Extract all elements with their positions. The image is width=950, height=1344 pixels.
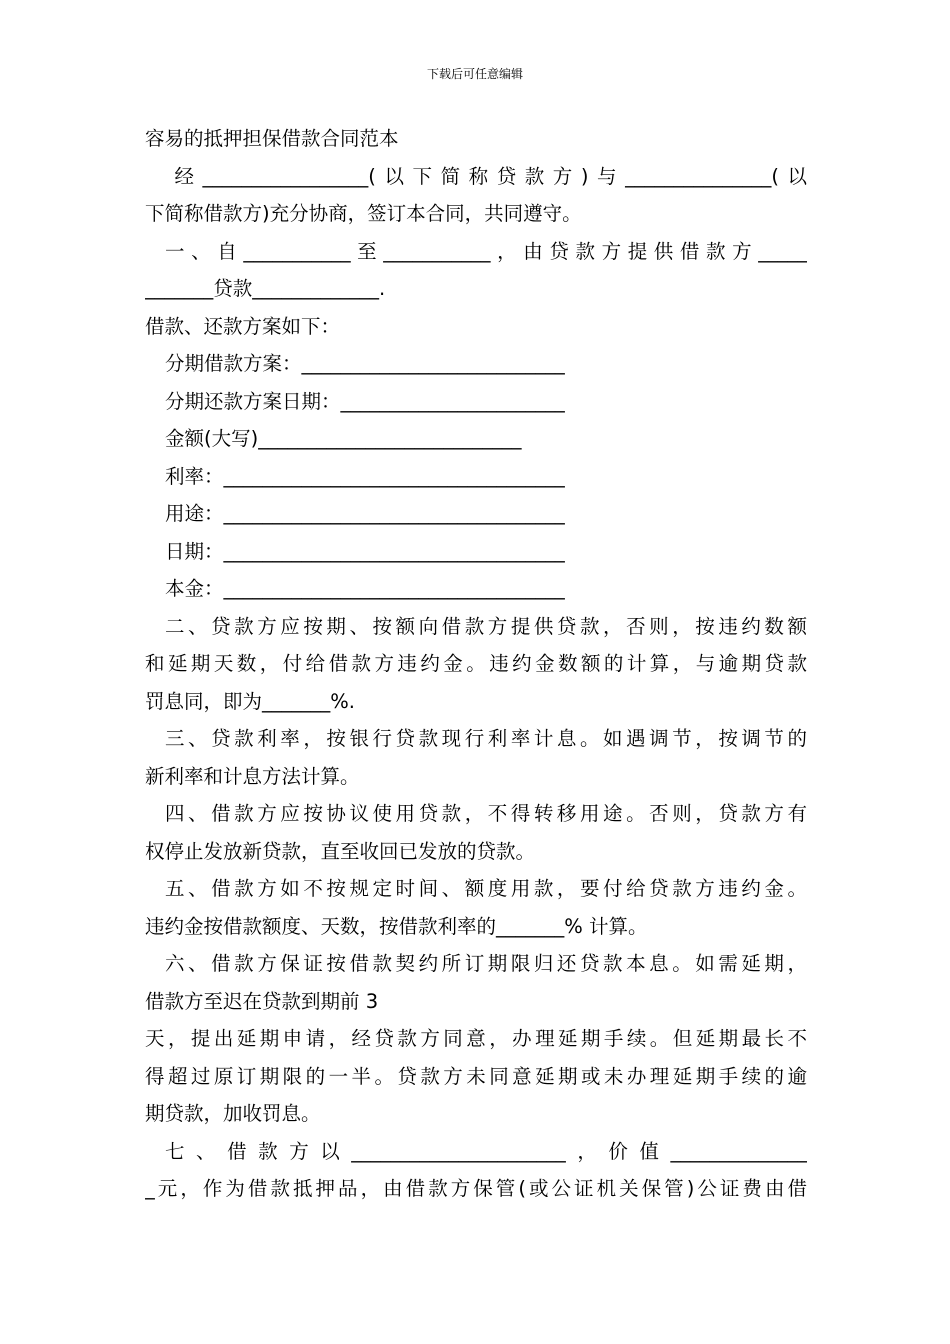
text-line: 和延期天数，付给借款方违约金。违约金数额的计算，与逾期贷款 [145,652,807,675]
text-line: 违约金按借款额度、天数，按借款利率的_______% 计算。 [145,914,648,938]
clause-3: 三、贷款利率，按银行贷款现行利率计息。如遇调节，按调节的 [165,727,807,750]
clause-2: 二、贷款方应按期、按额向借款方提供贷款，否则，按违约数额 [165,614,807,638]
text-line: _元，作为借款抵押品，由借款方保管(或公证机关保管)公证费由借 [145,1177,807,1200]
text-line: _______贷款_____________. [145,277,386,300]
form-field-line: 用途：___________________________________ [165,502,565,525]
clause-6: 六、借款方保证按借款契约所订期限归还贷款本息。如需延期， [165,952,807,975]
text-line: 新利率和计息方法计算。 [145,764,360,788]
form-field-line: 金额(大写)___________________________ [165,427,522,450]
page-header-note: 下载后可任意编辑 [426,67,523,81]
text-line: 得超过原订期限的一半。贷款方未同意延期或未办理延期手续的逾 [145,1064,807,1088]
text-line: 经_________________(以下简称贷款方)与_______________(以 [145,164,807,188]
form-field-line: 利率：___________________________________ [165,464,565,488]
clause-7: 七、借款方以______________________，价值______________ [165,1139,807,1163]
form-field-line: 分期借款方案：___________________________ [165,352,565,375]
text-line: 下简称借款方)充分协商，签订本合同，共同遵守。 [145,202,582,225]
text-line: 期贷款，加收罚息。 [145,1102,321,1125]
contract-body [145,120,807,1208]
form-field-line: 分期还款方案日期：_______________________ [165,389,565,413]
text-line: 罚息同，即为_______%. [145,689,355,713]
text-line: 借款、还款方案如下： [145,314,341,338]
clause-1: 一、自___________至___________，由贷款方提供借款方_____ [165,239,807,263]
text-line: 权停止发放新贷款，直至收回已发放的贷款。 [145,839,536,863]
clause-5: 五、借款方如不按规定时间、额度用款，要付给贷款方违约金。 [165,877,807,900]
text-line: 借款方至迟在贷款到期前 3 [145,989,379,1013]
form-field-line: 本金：___________________________________ [165,577,565,600]
form-field-line: 日期：___________________________________ [165,539,565,563]
clause-4: 四、借款方应按协议使用贷款，不得转移用途。否则，贷款方有 [165,802,807,825]
text-line: 天，提出延期申请，经贷款方同意，办理延期手续。但延期最长不 [145,1027,807,1050]
document-title: 容易的抵押担保借款合同范本 [145,127,399,150]
